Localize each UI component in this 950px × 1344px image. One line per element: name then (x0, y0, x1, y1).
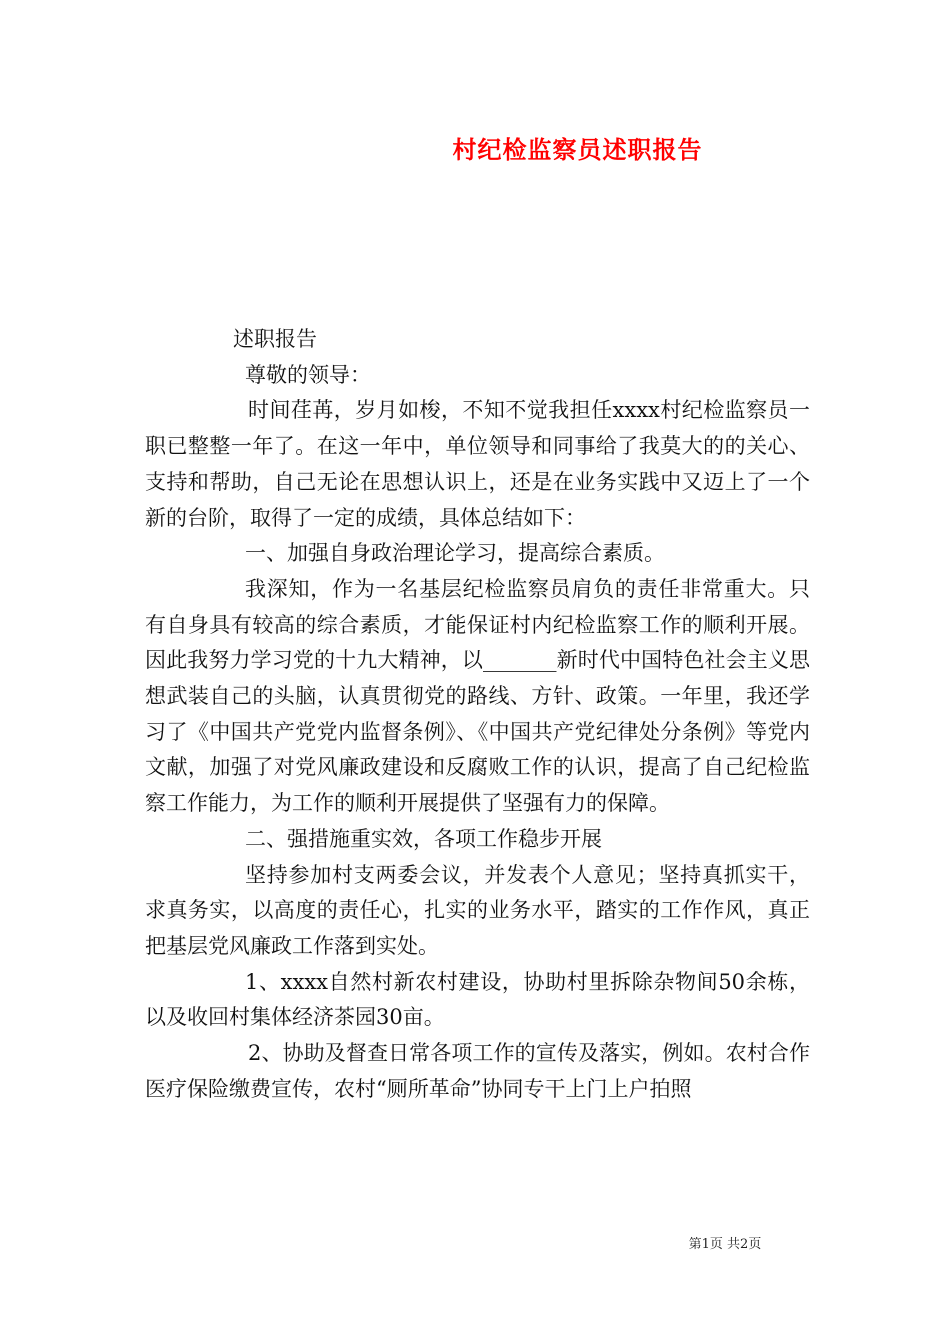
report-heading: 述职报告 (233, 327, 317, 351)
section-heading-2: 二、强措施重实效，各项工作稳步开展 (245, 826, 602, 851)
salutation: 尊敬的领导： (245, 362, 371, 387)
section-heading-1: 一、加强自身政治理论学习，提高综合素质。 (245, 541, 665, 566)
paragraph-study: 我深知，作为一名基层纪检监察员肩负的责任非常重大。只有自身具有较高的综合素质，才能保证村内纪检监察工作的顺利开展。因此我努力学习党的十九大精神，以_______新时代中国特色社会主义思想武装自己的头脑，认真贯彻党的路线、方针、政策。一年里，我还学习了《中国共产党党内监督条例》、《中国共产党纪律处分条例》等党内文献，加强了对党风廉政建设和反腐败工作的认识，提高了自己纪检监察工作能力，为工作的顺利开展提供了坚强有力的保障。 (145, 576, 810, 816)
document-body (145, 322, 810, 1107)
paragraph-item-2: 2、协助及督查日常各项工作的宣传及落实，例如。农村合作医疗保险缴费宣传，农村“厕所革命”协同专干上门上户拍照 (145, 1041, 810, 1101)
paragraph-item-1: 1、xxxx自然村新农村建设，协助村里拆除杂物间50余栋，以及收回村集体经济茶园30亩。 (145, 969, 810, 1030)
paragraph-measures: 坚持参加村支两委会议，并发表个人意见；坚持真抓实干，求真务实，以高度的责任心，扎实的业务水平，踏实的工作作风，真正把基层党风廉政工作落到实处。 (145, 862, 810, 958)
paragraph-intro: 时间荏苒，岁月如梭，不知不觉我担任xxxx村纪检监察员一职已整整一年了。在这一年中，单位领导和同事给了我莫大的的关心、支持和帮助，自己无论在思想认识上，还是在业务实践中又迈上了一个新的台阶，取得了一定的成绩，具体总结如下： (145, 398, 810, 530)
page-footer: 第1页 共2页 (688, 1237, 762, 1252)
document-title: 村纪检监察员述职报告 (452, 135, 703, 164)
